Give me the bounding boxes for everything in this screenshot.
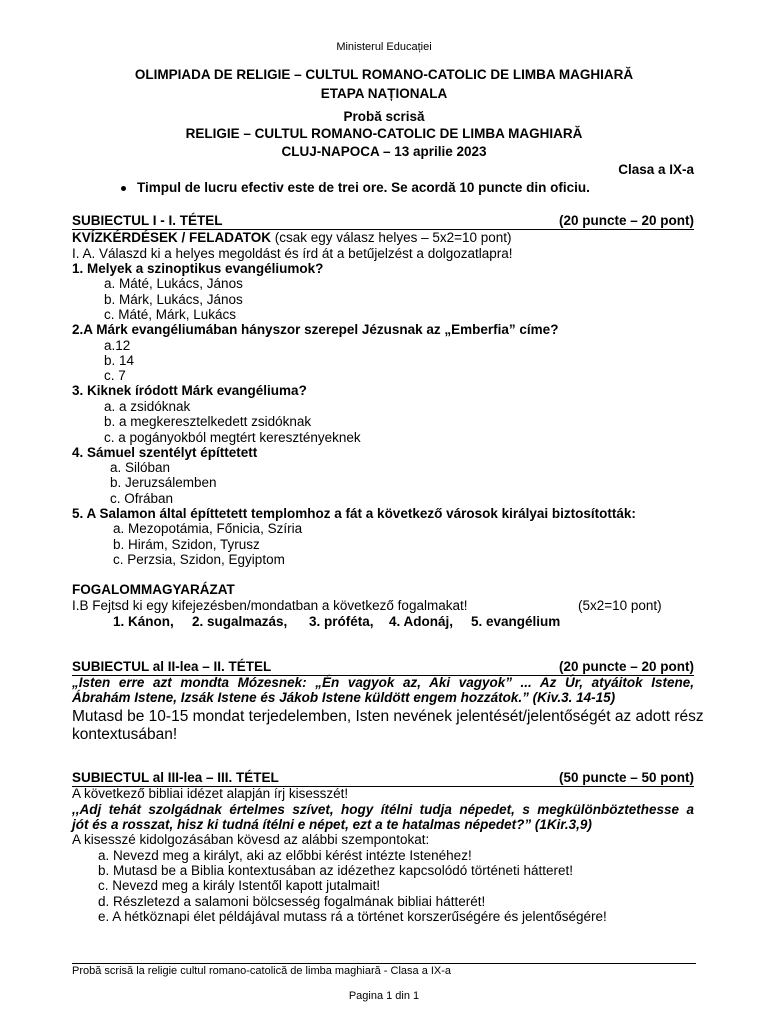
place-date: CLUJ-NAPOCA – 13 aprilie 2023 <box>281 144 487 159</box>
term-4: 4. Adonáj, <box>389 614 454 629</box>
question-4-option-c: c. Ofrában <box>110 491 174 506</box>
subject2-task-line2: kontextusában! <box>72 726 178 743</box>
subject2-task-line1: Mutasd be 10-15 mondat terjedelemben, Isten nevének jelentését/jelentőségét az adott rész <box>72 708 704 725</box>
fogalom-instruction: I.B Fejtsd ki egy kifejezésben/mondatban a következő fogalmakat! <box>72 598 468 613</box>
question-2: 2.A Márk evangéliumában hányszor szerepel Jézusnak az „Emberfia” címe? <box>72 322 559 337</box>
class-label: Clasa a IX-a <box>618 162 694 177</box>
subject3-item-a: a. Nevezd meg a királyt, aki az előbbi kérést intézte Istenéhez! <box>98 848 472 863</box>
question-3-option-c: c. a pogányokból megtért keresztényeknek <box>104 430 361 445</box>
question-5: 5. A Salamon által építtetett templomhoz a fát a következő városok királyai biztosították: <box>72 506 636 521</box>
subject3-item-e: e. A hétköznapi élet példájával mutass rá a történet korszerűségére és jelentőségére! <box>98 909 607 924</box>
subject3-quote-line1: ,,Adj tehát szolgádnak értelmes szívet, hogy ítélni tudja népedet, s megkülönböztethesse a <box>72 802 694 817</box>
question-4: 4. Sámuel szentélyt építtetett <box>72 445 258 460</box>
kviz-heading <box>72 230 512 245</box>
subject3-item-b: b. Mutasd be a Biblia kontextusában az idézethez kapcsolódó történeti hátteret! <box>98 863 574 878</box>
question-3-option-b: b. a megkeresztelkedett zsidóknak <box>104 414 312 429</box>
subject2-title: SUBIECTUL al II-lea – II. TÉTEL <box>72 659 272 674</box>
subject3-title: SUBIECTUL al III-lea – III. TÉTEL <box>72 770 279 785</box>
question-1-option-a: a. Máté, Lukács, János <box>104 276 243 291</box>
subject-title: RELIGIE – CULTUL ROMANO-CATOLIC DE LIMBA MAGHIARĂ <box>185 126 583 141</box>
subject2-points: (20 puncte – 20 pont) <box>558 659 694 674</box>
question-2-option-c: c. 7 <box>104 368 126 383</box>
question-3-option-a: a. a zsidóknak <box>104 399 191 414</box>
subject1-title: SUBIECTUL I - I. TÉTEL <box>72 213 223 228</box>
question-5-option-a: a. Mezopotámia, Főnicia, Szíria <box>113 521 303 536</box>
fogalom-points: (5x2=10 pont) <box>578 598 662 613</box>
subject2-quote-line1: „Isten erre azt mondta Mózesnek: „Én vagyok az, Aki vagyok” ... Az Úr, atyáitok Istene, <box>72 675 694 690</box>
subject3-quote-line2: jót és a rosszat, hisz ki tudná ítélni e népet, ezt a te hatalmas népedet?” (1Kir.3,9) <box>72 817 592 832</box>
question-1-option-c: c. Máté, Márk, Lukács <box>104 307 237 322</box>
subject3-intro: A következő bibliai idézet alapján írj kisesszét! <box>72 786 349 801</box>
fogalom-title: FOGALOMMAGYARÁZAT <box>72 582 235 597</box>
proba-label: Probă scrisă <box>343 109 425 124</box>
olympiad-title: OLIMPIADA DE RELIGIE – CULTUL ROMANO-CATOLIC DE LIMBA MAGHIARĂ <box>134 67 634 82</box>
subject1-points: (20 puncte – 20 pont) <box>558 213 694 228</box>
bullet-icon <box>121 186 126 191</box>
subject3-points: (50 puncte – 50 pont) <box>558 770 694 785</box>
term-5: 5. evangélium <box>471 614 561 629</box>
timing-note: Timpul de lucru efectiv este de trei ore. Se acordă 10 puncte din oficiu. <box>137 180 590 195</box>
question-5-option-c: c. Perzsia, Szidon, Egyiptom <box>113 552 285 567</box>
question-2-option-b: b. 14 <box>104 353 135 368</box>
ministry-header: Ministerul Educației <box>336 41 432 53</box>
subject3-guide: A kisesszé kidolgozásában kövesd az alábbi szempontokat: <box>72 832 430 847</box>
question-1-option-b: b. Márk, Lukács, János <box>104 292 243 307</box>
term-1: 1. Kánon, <box>113 614 174 629</box>
question-4-option-b: b. Jeruzsálemben <box>110 475 217 490</box>
footer-rule <box>72 963 696 964</box>
question-3: 3. Kiknek íródott Márk evangéliuma? <box>72 383 307 398</box>
stage-title: ETAPA NAȚIONALA <box>320 86 448 101</box>
subject2-quote-line2: Ábrahám Istene, Izsák Istene és Jákob Istene küldött engem hozzátok.” (Kiv.3. 14-15) <box>72 690 616 705</box>
subject3-item-d: d. Részletezd a salamoni bölcsesség fogalmának bibliai hátterét! <box>98 894 486 909</box>
page-number: Pagina 1 din 1 <box>348 990 420 1002</box>
kviz-instruction: I. A. Válaszd ki a helyes megoldást és írd át a betűjelzést a dolgozatlapra! <box>72 246 513 261</box>
kviz-title: KVÍZKÉRDÉSEK / FELADATOK <box>72 230 272 245</box>
question-4-option-a: a. Silóban <box>110 460 171 475</box>
question-1: 1. Melyek a szinoptikus evangéliumok? <box>72 261 324 276</box>
question-2-option-a: a.12 <box>104 338 131 353</box>
term-2: 2. sugalmazás, <box>192 614 288 629</box>
term-3: 3. próféta, <box>309 614 374 629</box>
kviz-note: (csak egy válasz helyes – 5x2=10 pont) <box>274 230 512 245</box>
footer-text: Probă scrisă la religie cultul romano-catolică de limba maghiară - Clasa a IX-a <box>72 965 452 977</box>
question-5-option-b: b. Hirám, Szidon, Tyrusz <box>113 537 260 552</box>
subject3-item-c: c. Nevezd meg a király Istentől kapott jutalmait! <box>98 878 381 893</box>
